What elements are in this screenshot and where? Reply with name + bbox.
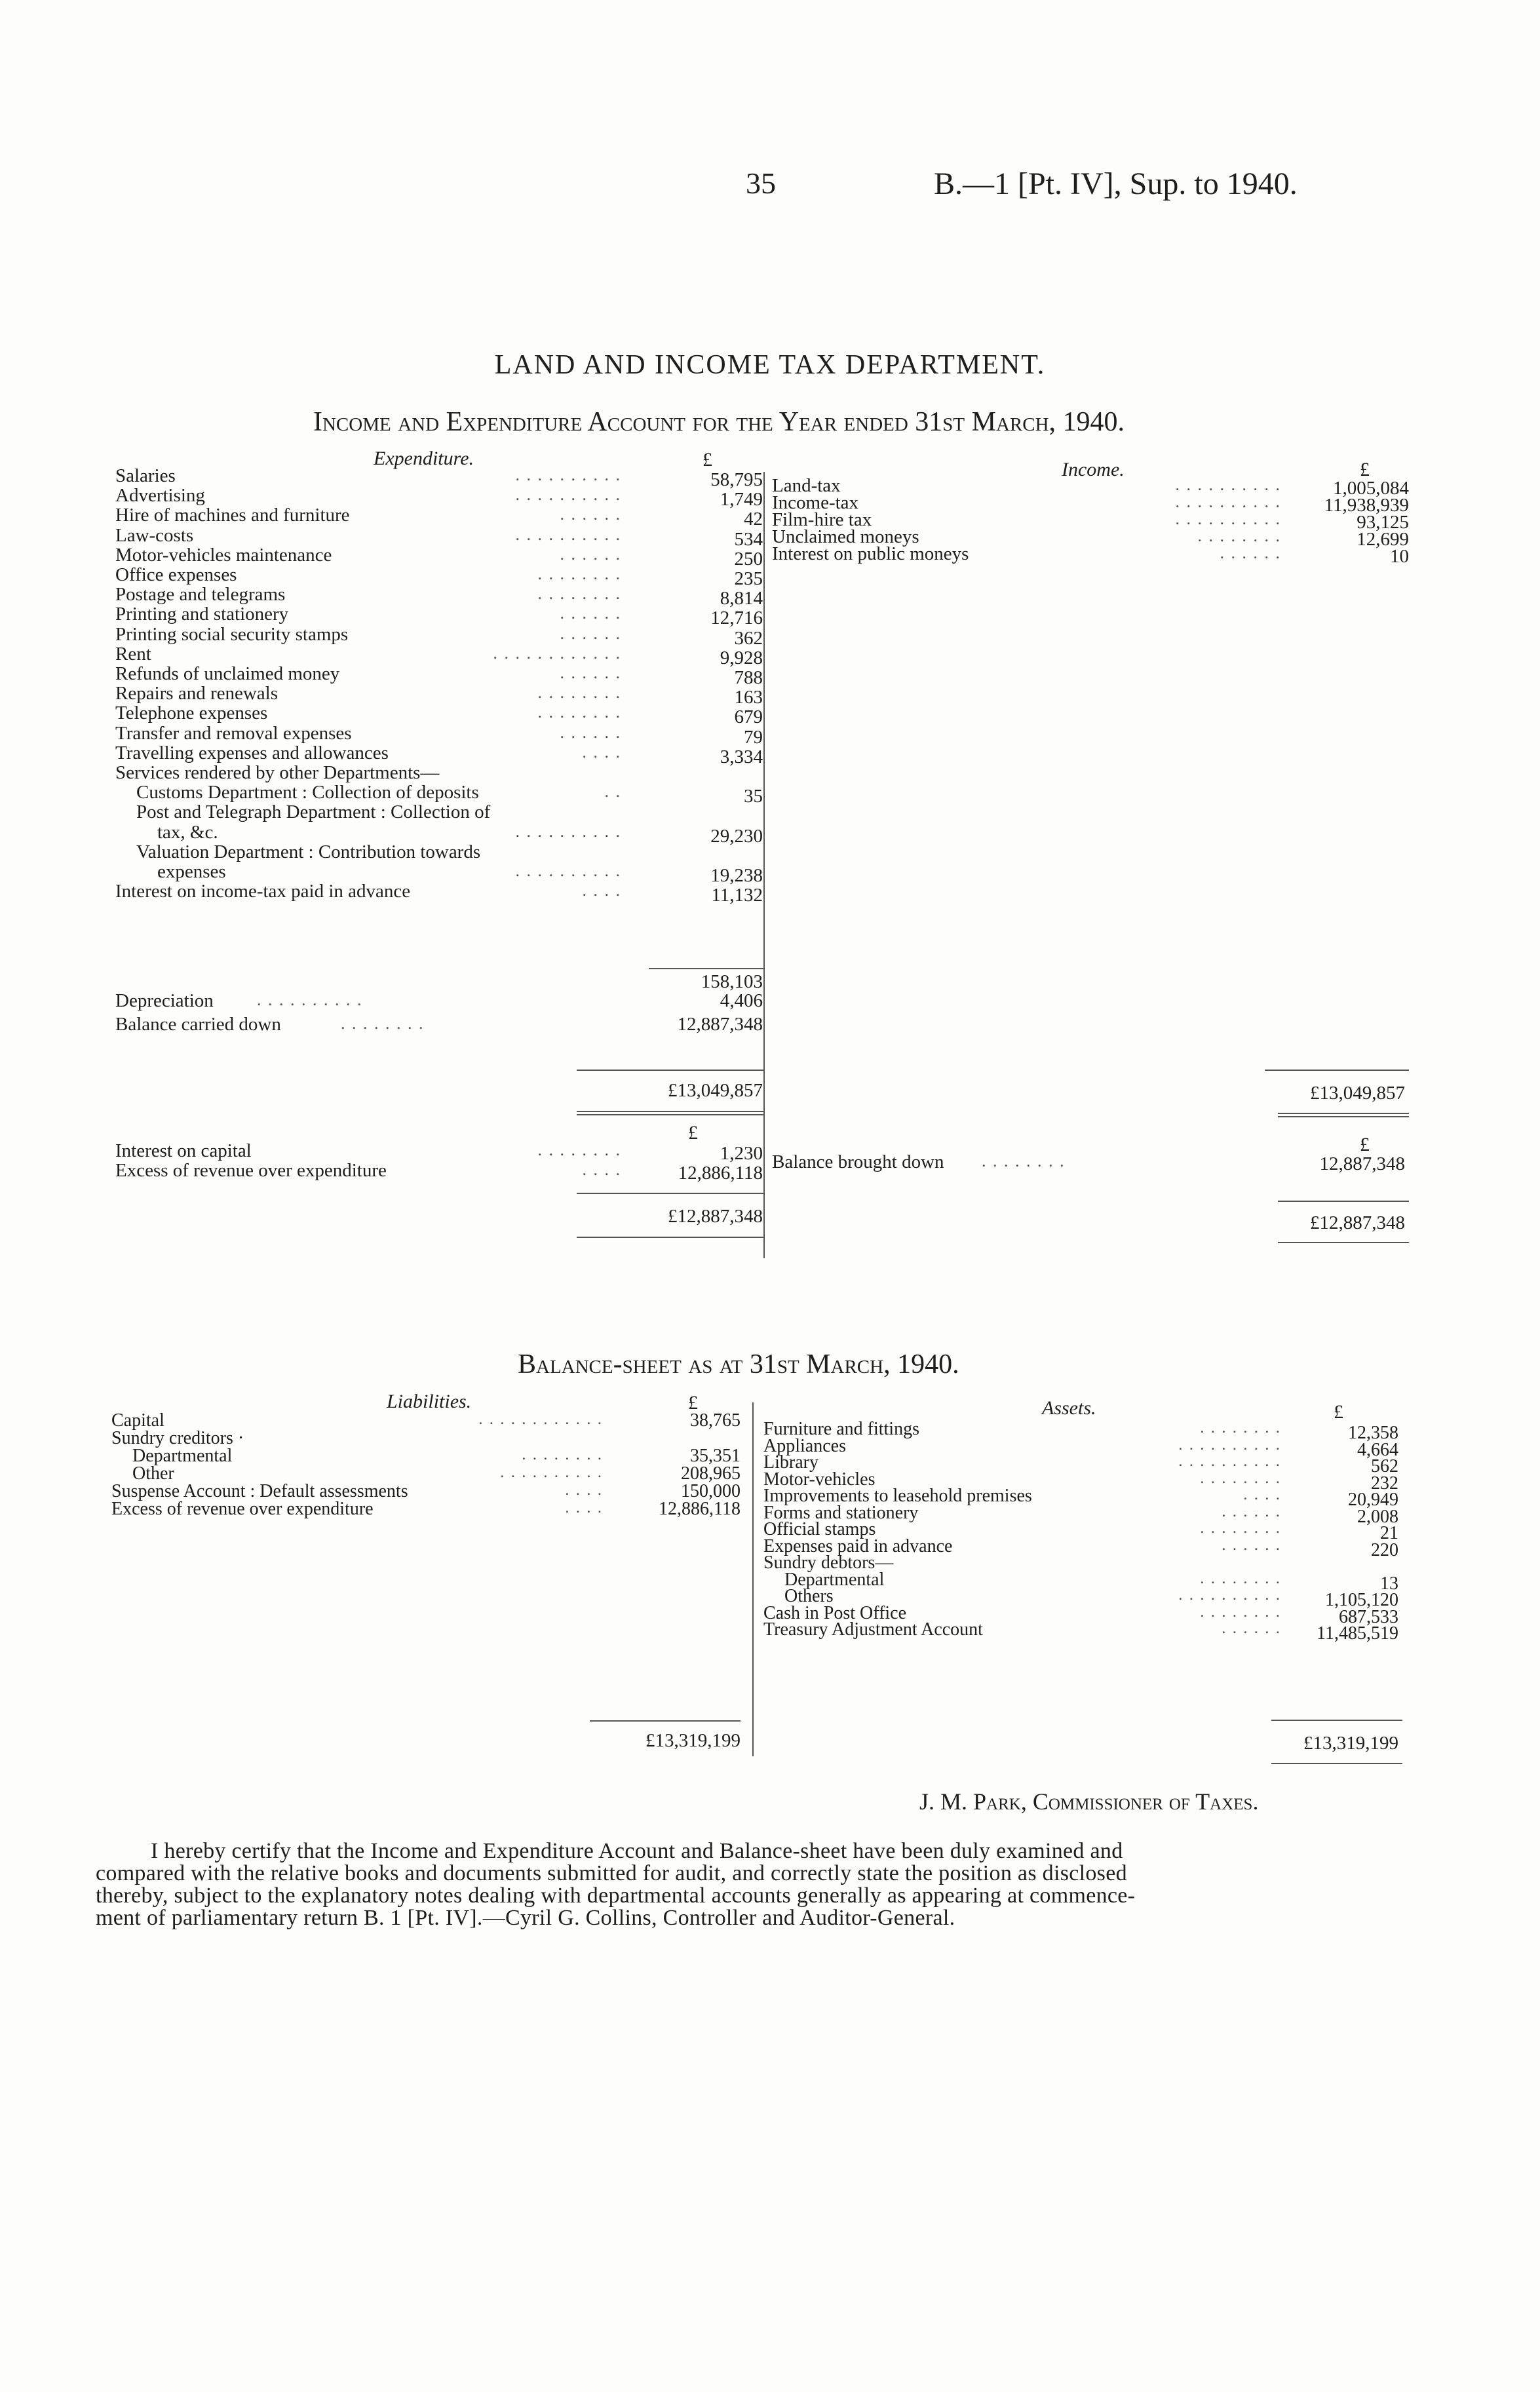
liability-row-leader: . . . . [565,1481,603,1499]
liability-row-amount: 35,351 [690,1446,741,1466]
second-right-pound-symbol: £ [1360,1134,1370,1155]
assets-total-rule-bottom [1271,1763,1402,1764]
income-row-amount: 10 [1390,546,1409,567]
asset-row-amount: 20,949 [1348,1490,1398,1510]
expenditure-row-amount: 42 [744,509,763,530]
balance-carried-leader: . . . . . . . . [341,1014,425,1033]
expenditure-row-amount: 3,334 [720,746,763,767]
income-row-label: Income-tax [772,492,859,513]
expenditure-row-leader: . . . . . . . . [537,683,621,703]
expenditure-row-leader: . . . . . . [560,663,621,682]
expenditure-row-amount: 9,928 [720,647,763,668]
asset-row-amount: 1,105,120 [1325,1590,1398,1610]
expenditure-row-amount: 679 [734,706,763,728]
expenditure-row-label: tax, &c. [157,821,218,843]
second-left-total: £12,887,348 [668,1206,763,1227]
certification-line-4: ment of parliamentary return B. 1 [Pt. IV].—Cyril G. Collins, Controller and Auditor-General. [96,1906,955,1930]
second-left-row-leader: . . . . [582,1160,621,1179]
asset-row-leader: . . . . . . . . [1200,1569,1281,1587]
depreciation-leader: . . . . . . . . . . [257,990,363,1009]
asset-row-amount: 562 [1371,1456,1398,1476]
liability-row-leader: . . . . . . . . [522,1446,603,1463]
balance-sheet-center-rule [752,1402,754,1756]
expenditure-row-amount: 1,749 [720,489,763,511]
department-title: LAND AND INCOME TAX DEPARTMENT. [494,350,1046,380]
right-total: £13,049,857 [1310,1083,1405,1104]
expenditure-row-amount: 8,814 [720,588,763,609]
balance-carried-amount: 12,887,348 [677,1014,763,1035]
left-total-rule-bottom [577,1111,764,1112]
asset-row-label: Others [784,1586,834,1606]
expenditure-row-amount: 79 [744,726,763,748]
liabilities-heading: Liabilities. [387,1391,472,1412]
liability-row-amount: 150,000 [681,1481,741,1501]
expenditure-row-leader: . . . . . . [560,544,621,564]
asset-row-leader: . . . . . . . . . . [1178,1586,1281,1604]
liabilities-total-rule [590,1720,741,1722]
expenditure-row-label: Office expenses [115,564,237,585]
liability-row-label: Sundry creditors · [111,1428,244,1448]
second-left-row-label: Interest on capital [115,1140,252,1161]
liability-row-label: Excess of revenue over expenditure [111,1499,374,1519]
right-total-rule-bottom-2 [1278,1116,1409,1117]
asset-row-leader: . . . . . . . . . . [1178,1452,1281,1470]
income-row-label: Interest on public moneys [772,543,969,564]
expenditure-row-amount: 362 [734,627,763,649]
expenditure-row-leader: . . . . . . [560,505,621,524]
liability-row-label: Other [132,1463,174,1484]
expenditure-row-amount: 235 [734,568,763,589]
income-row-leader: . . . . . . . . . . [1175,509,1281,528]
income-row-leader: . . . . . . . . . . [1175,492,1281,511]
income-row-label: Land-tax [772,475,841,496]
asset-row-amount: 232 [1371,1473,1398,1494]
depreciation-label: Depreciation [115,990,214,1011]
expenditure-row-label: Postage and telegrams [115,584,286,606]
expenditure-subtotal: 158,103 [701,971,763,992]
liability-row-amount: 208,965 [681,1463,741,1484]
expenditure-row-leader: . . . . [582,742,621,762]
expenditure-row-label: Motor-vehicles maintenance [115,544,332,566]
assets-pound-symbol: £ [1334,1401,1343,1423]
page-number: 35 [746,166,776,200]
expenditure-row-leader: . . . . . . . . . . . . [493,643,621,663]
asset-row-amount: 11,485,519 [1317,1623,1398,1644]
left-total-rule-bottom-2 [577,1114,764,1115]
asset-row-label: Library [763,1452,818,1473]
liability-row-leader: . . . . . . . . . . . . [478,1410,603,1428]
balance-sheet-title: Balance-sheet as at 31st March, 1940. [518,1349,959,1379]
expenditure-row-label: Salaries [115,465,176,486]
income-row-label: Film-hire tax [772,509,872,530]
expenditure-row-label: Rent [115,643,151,665]
second-right-total: £12,887,348 [1310,1212,1405,1233]
expenditure-row-leader: . . . . [582,881,621,900]
expenditure-row-leader: . . . . . . . . [537,584,621,604]
expenditure-row-amount: 12,716 [710,608,763,629]
expenditure-heading: Expenditure. [374,448,474,469]
income-row-leader: . . . . . . . . . . [1175,475,1281,494]
second-right-rule [1278,1201,1409,1202]
expenditure-row-leader: . . . . . . . . . . [515,524,621,544]
expenditure-row-label: Travelling expenses and allowances [115,742,389,763]
expenditure-row-label: Transfer and removal expenses [115,722,352,744]
asset-row-leader: . . . . [1243,1486,1281,1503]
asset-row-leader: . . . . . . . . [1200,1519,1281,1537]
expenditure-row-label: Printing social security stamps [115,623,349,645]
income-row-amount: 1,005,084 [1333,478,1409,499]
asset-row-amount: 4,664 [1357,1439,1398,1460]
expenditure-row-label: Customs Department : Collection of deposits [136,782,479,803]
expenditure-row-amount: 250 [734,548,763,569]
balance-brought-leader: . . . . . . . . [982,1151,1066,1170]
liabilities-total: £13,319,199 [645,1730,741,1751]
second-left-pound-symbol: £ [688,1122,698,1144]
liabilities-pound-symbol: £ [688,1392,698,1414]
asset-row-leader: . . . . . . . . [1200,1602,1281,1621]
income-row-leader: . . . . . . . . [1197,526,1281,545]
income-row-leader: . . . . . . [1220,543,1281,562]
signature: J. M. Park, Commissioner of Taxes. [919,1788,1259,1815]
second-right-rule-bottom [1278,1242,1409,1243]
liability-row-amount: 38,765 [690,1410,741,1431]
subtotal-rule [649,968,764,969]
expenditure-row-label: expenses [157,861,226,882]
assets-total-rule [1271,1720,1402,1721]
expenditure-row-label: Post and Telegraph Department : Collection of [136,801,491,823]
depreciation-amount: 4,406 [720,990,763,1011]
expenditure-row-leader: . . . . . . . . . . [515,821,621,841]
asset-row-label: Improvements to leasehold premises [763,1486,1032,1506]
expenditure-row-amount: 163 [734,687,763,708]
expenditure-row-amount: 788 [734,667,763,688]
asset-row-amount: 2,008 [1357,1506,1398,1527]
expenditure-row-amount: 534 [734,528,763,550]
expenditure-row-amount: 58,795 [710,469,763,490]
asset-row-amount: 13 [1380,1573,1398,1594]
asset-row-label: Departmental [784,1569,885,1590]
asset-row-amount: 220 [1371,1539,1398,1560]
asset-row-label: Motor-vehicles [763,1469,876,1490]
expenditure-row-leader: . . . . . . [560,722,621,742]
income-row-label: Unclaimed moneys [772,526,919,547]
asset-row-leader: . . . . . . . . . . [1178,1435,1281,1454]
asset-row-amount: 21 [1380,1523,1398,1543]
liability-row-leader: . . . . . . . . . . [500,1463,603,1481]
second-left-row-amount: 12,886,118 [678,1163,763,1184]
expenditure-row-label: Law-costs [115,524,194,546]
account-center-rule [763,472,765,1258]
expenditure-row-label: Printing and stationery [115,604,289,625]
income-row-amount: 12,699 [1357,529,1409,550]
balance-carried-label: Balance carried down [115,1014,281,1035]
asset-row-leader: . . . . . . . . [1200,1419,1281,1437]
income-row-amount: 93,125 [1357,512,1409,533]
asset-row-leader: . . . . . . [1222,1502,1281,1520]
account-title: Income and Expenditure Account for the Year ended 31st March, 1940. [313,407,1125,437]
asset-row-label: Forms and stationery [763,1502,919,1523]
expenditure-row-label: Repairs and renewals [115,683,279,704]
liability-row-amount: 12,886,118 [659,1499,741,1519]
expenditure-row-leader: . . . . . . . . . . [515,861,621,880]
asset-row-label: Furniture and fittings [763,1419,919,1439]
second-left-row-amount: 1,230 [720,1143,763,1164]
expenditure-row-leader: . . . . . . . . . . [515,485,621,505]
asset-row-label: Sundry debtors— [763,1553,894,1573]
expenditure-row-leader: . . . . . . . . [537,703,621,722]
page-reference: B.—1 [Pt. IV], Sup. to 1940. [934,166,1298,201]
liability-row-leader: . . . . [565,1499,603,1516]
assets-total: £13,319,199 [1303,1733,1398,1754]
certification-line-2: compared with the relative books and documents submitted for audit, and correctly state the position as disclosed [96,1861,1127,1885]
income-pound-symbol: £ [1360,459,1370,480]
expenditure-pound-symbol: £ [703,449,712,471]
second-left-row-label: Excess of revenue over expenditure [115,1160,387,1181]
expenditure-row-leader: . . . . . . [560,604,621,623]
expenditure-row-amount: 19,238 [710,865,763,886]
asset-row-label: Appliances [763,1435,846,1456]
asset-row-leader: . . . . . . [1222,1619,1281,1637]
right-total-rule-top [1265,1070,1409,1071]
expenditure-row-leader: . . [604,782,621,801]
expenditure-row-label: Refunds of unclaimed money [115,663,340,684]
asset-row-amount: 12,358 [1348,1423,1398,1443]
second-left-row-leader: . . . . . . . . [537,1140,621,1159]
expenditure-row-leader: . . . . . . [560,623,621,643]
expenditure-row-amount: 11,132 [711,885,763,906]
certification-line-1: I hereby certify that the Income and Expenditure Account and Balance-sheet have been duly examined and [151,1839,1123,1863]
asset-row-amount: 687,533 [1339,1606,1398,1627]
left-total-rule-top [577,1070,764,1071]
expenditure-row-label: Hire of machines and furniture [115,505,350,526]
asset-row-label: Expenses paid in advance [763,1535,953,1556]
expenditure-row-leader: . . . . . . . . . . [515,465,621,484]
expenditure-row-label: Advertising [115,485,205,507]
asset-row-leader: . . . . . . [1222,1535,1281,1554]
expenditure-row-label: Interest on income-tax paid in advance [115,881,411,902]
expenditure-row-amount: 29,230 [710,825,763,847]
asset-row-leader: . . . . . . . . [1200,1469,1281,1487]
balance-brought-amount: 12,887,348 [1319,1153,1405,1174]
assets-heading: Assets. [1042,1397,1096,1419]
expenditure-row-leader: . . . . . . . . [537,564,621,583]
right-total-rule-bottom [1278,1113,1409,1114]
left-total: £13,049,857 [668,1080,763,1101]
second-left-rule [577,1193,764,1194]
asset-row-label: Treasury Adjustment Account [763,1619,983,1640]
liability-row-label: Capital [111,1410,164,1431]
balance-brought-label: Balance brought down [772,1151,944,1172]
asset-row-label: Cash in Post Office [763,1602,907,1623]
certification-line-3: thereby, subject to the explanatory notes dealing with departmental accounts generally as appearing at commence- [96,1883,1136,1908]
income-row-amount: 11,938,939 [1324,495,1409,516]
liability-row-label: Departmental [132,1446,233,1466]
expenditure-row-label: Services rendered by other Departments— [115,762,440,783]
expenditure-row-label: Valuation Department : Contribution towards [136,841,481,862]
expenditure-row-amount: 35 [744,786,763,807]
second-left-rule-bottom [577,1237,764,1238]
income-heading: Income. [1062,459,1125,480]
asset-row-label: Official stamps [763,1519,876,1539]
liability-row-label: Suspense Account : Default assessments [111,1481,408,1501]
expenditure-row-label: Telephone expenses [115,703,268,724]
